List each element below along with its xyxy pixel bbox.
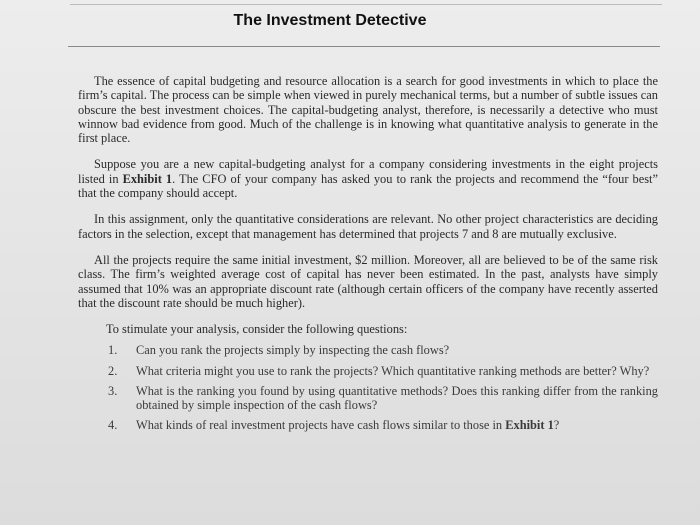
paragraph-2 bbox=[78, 157, 658, 200]
document-title: The Investment Detective bbox=[233, 12, 427, 29]
question-text: What is the ranking you found by using quantitative methods? Does this ranking differ from the ranking obtained by simple inspection of the cash flows? bbox=[136, 384, 658, 412]
list-item bbox=[78, 385, 658, 412]
paragraph-2-text-end: . The CFO of your company has asked you to rank the projects and recommend the “four best” that the company should accept. bbox=[78, 171, 658, 201]
list-item bbox=[78, 344, 658, 358]
question-number: 1. bbox=[108, 343, 118, 358]
question-number: 3. bbox=[108, 384, 118, 399]
list-item bbox=[78, 419, 658, 433]
questions-intro: To stimulate your analysis, consider the following questions: bbox=[106, 322, 408, 337]
question-number: 4. bbox=[108, 418, 118, 433]
exhibit-reference: Exhibit 1 bbox=[505, 418, 554, 433]
paragraph-4: All the projects require the same initial investment, $2 million. Moreover, all are believed to be of the same risk class. The firm’s weighted average cost of capital has never been estimated. In the past, analysts have simply assumed that 10% was an appropriate discount rate (although certain officers of the company have recently asserted that the discount rate should be much higher). bbox=[78, 252, 658, 310]
top-divider bbox=[70, 4, 662, 5]
document-body bbox=[78, 74, 658, 440]
exhibit-reference: Exhibit 1 bbox=[122, 171, 173, 186]
question-text: What criteria might you use to rank the projects? Which quantitative ranking methods are better? Why? bbox=[136, 363, 650, 378]
paragraph-3: In this assignment, only the quantitative considerations are relevant. No other project characteristics are deciding factors in the selection, except that management has determined that projects 7 and 8 are mutually exclusive. bbox=[78, 212, 658, 241]
paragraph-1: The essence of capital budgeting and resource allocation is a search for good investments in which to place the firm’s capital. The process can be simple when viewed in purely mechanical terms, but a number of subtle issues can obscure the best investment choices. The capital-budgeting analyst, therefore, is necessarily a detective who must winnow bad evidence from good. Much of the challenge is in knowing what quantitative analysis to generate in the first place. bbox=[78, 74, 658, 146]
paragraph-2-text: Suppose you are a new capital-budgeting analyst for a company considering investments in the eight projects listed in bbox=[78, 157, 658, 186]
question-text-end: ? bbox=[553, 418, 560, 433]
question-number: 2. bbox=[108, 363, 118, 378]
title-divider bbox=[68, 46, 660, 47]
document-header bbox=[0, 0, 700, 46]
question-text: Can you rank the projects simply by inspecting the cash flows? bbox=[136, 343, 450, 358]
questions-list bbox=[78, 344, 658, 433]
list-item bbox=[78, 365, 658, 379]
question-text bbox=[136, 419, 658, 433]
question-text-start: What kinds of real investment projects have cash flows similar to those in bbox=[136, 418, 506, 433]
